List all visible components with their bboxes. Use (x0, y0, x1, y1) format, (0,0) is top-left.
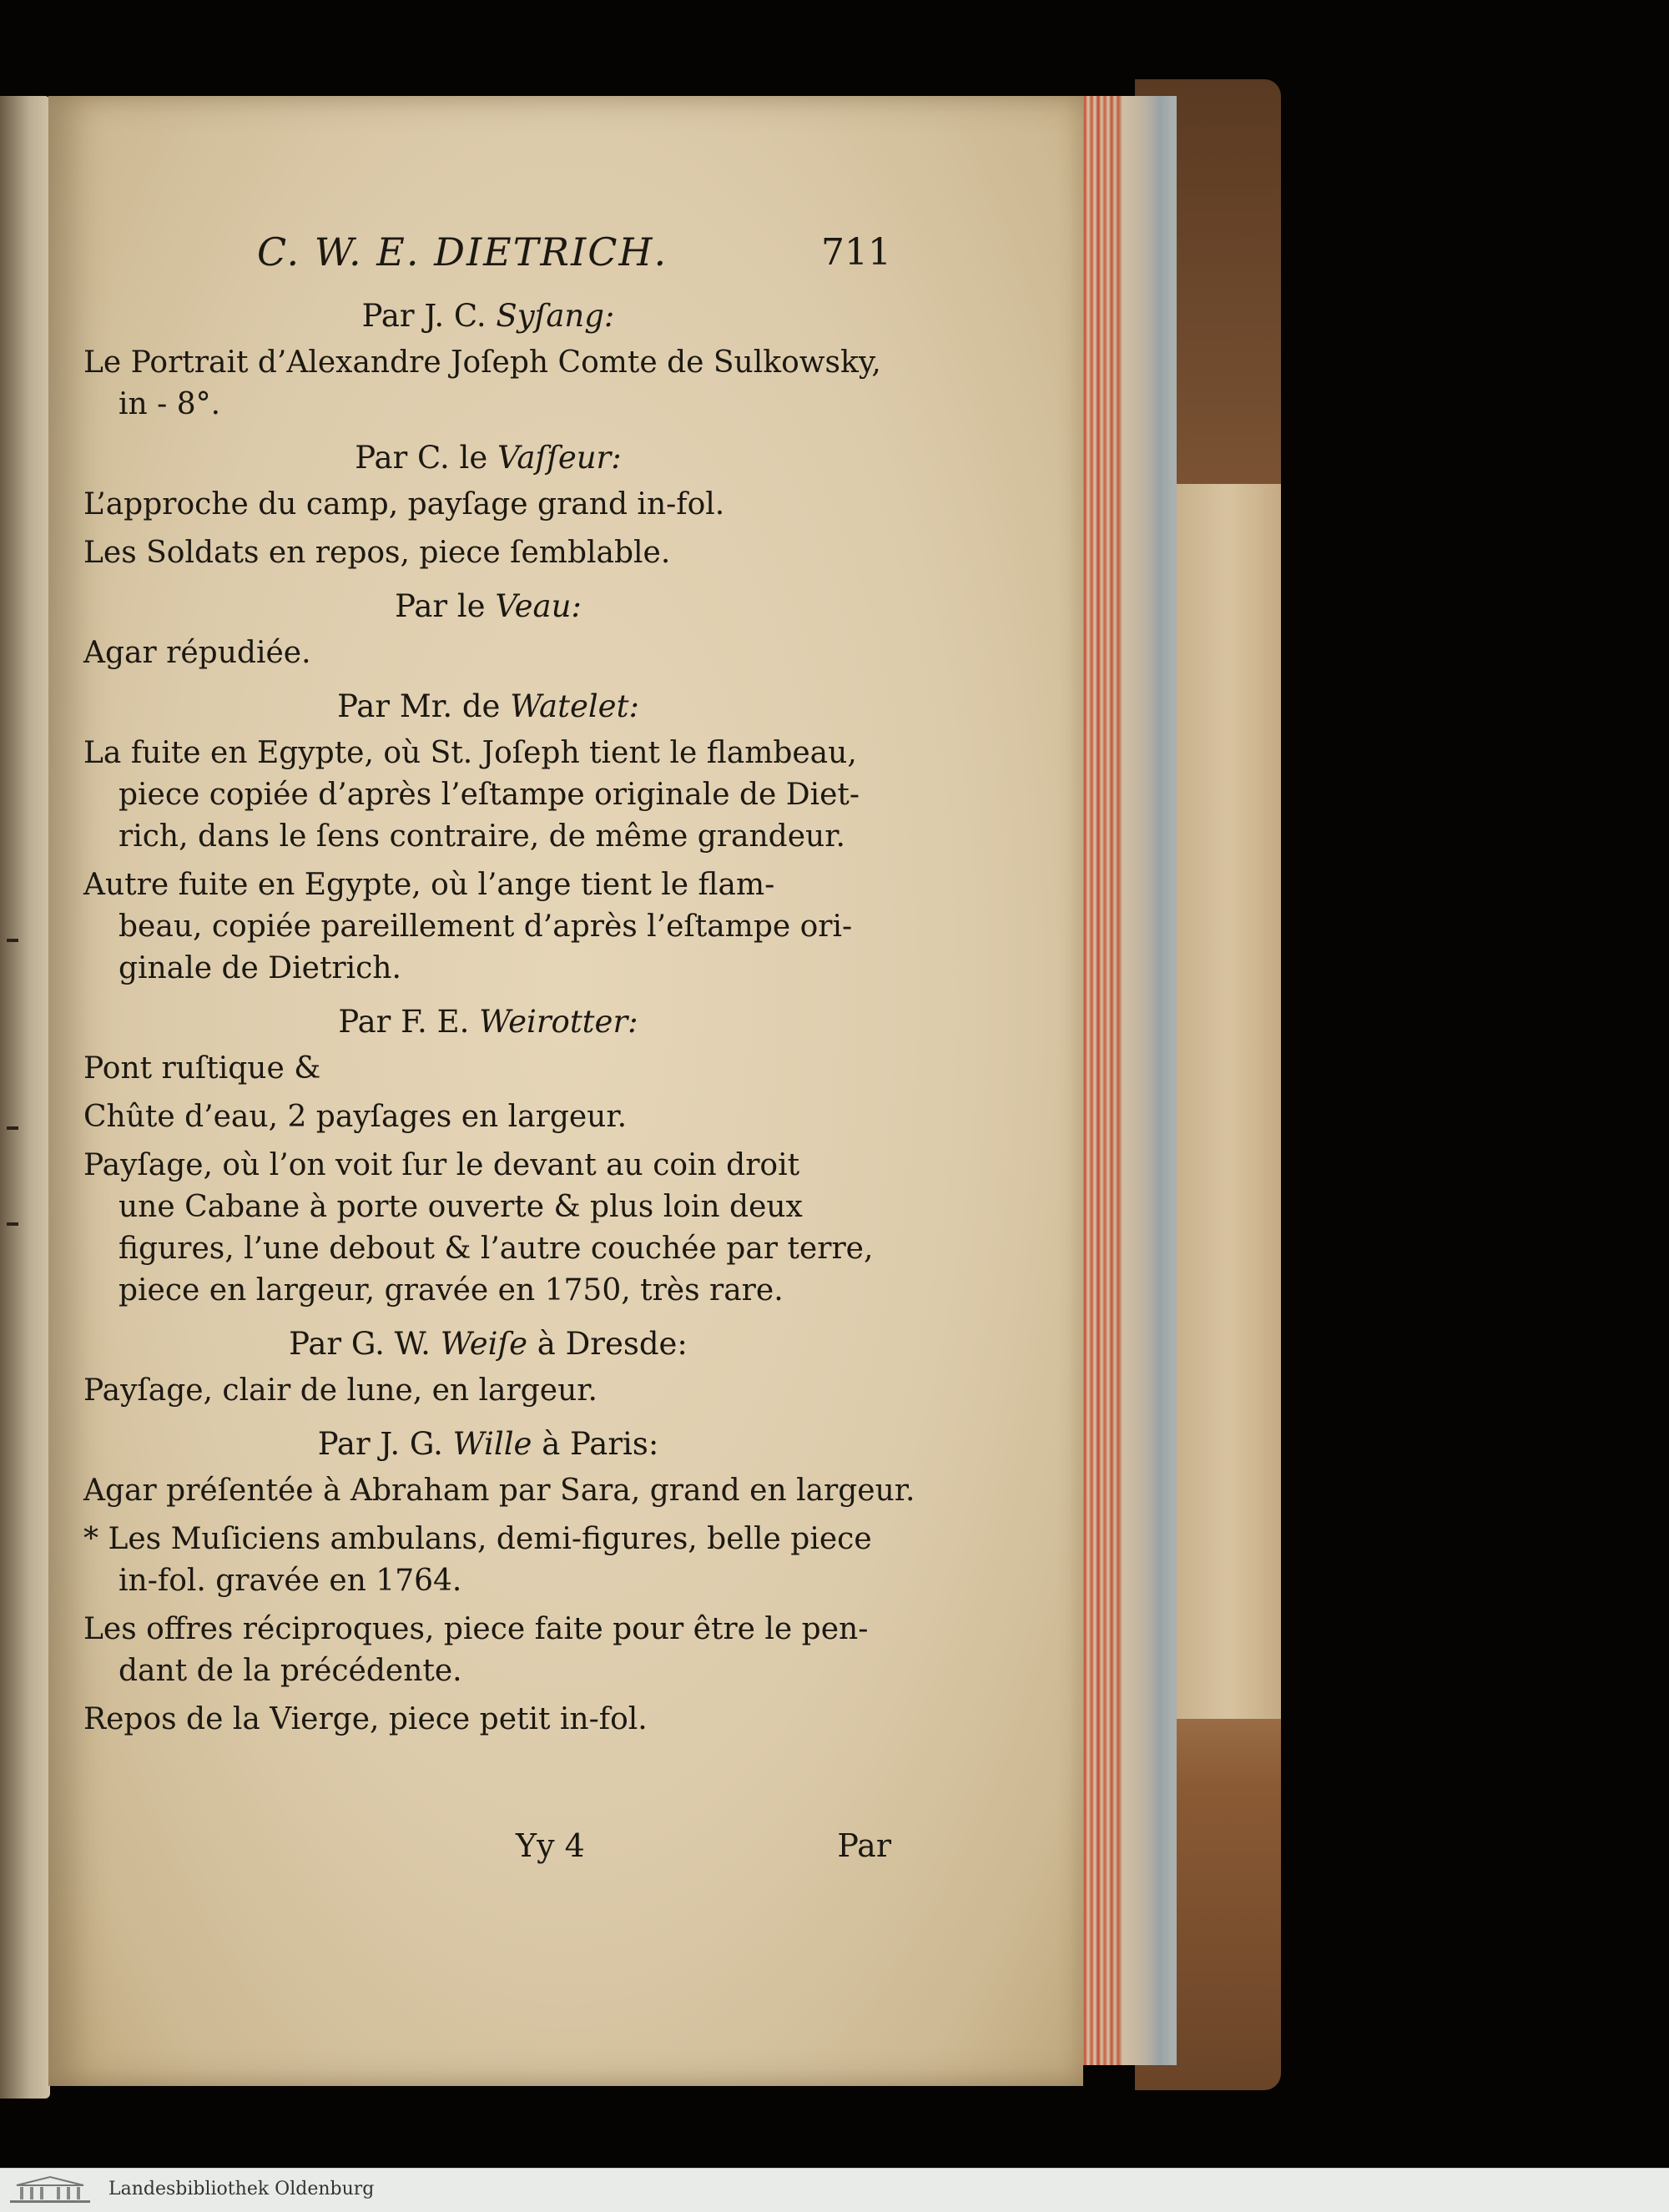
entry-line: Payſage, clair de lune, en largeur. (83, 1373, 598, 1408)
engraver-name: Veau: (495, 588, 582, 624)
section-heading (83, 1323, 893, 1365)
library-name: Landesbibliothek Oldenburg (108, 2179, 375, 2199)
section-heading (83, 1423, 893, 1465)
heading-prefix: Par Mr. de (337, 688, 511, 724)
entry-line: in - 8°. (118, 387, 221, 421)
engraver-name: Vaſſeur: (497, 440, 622, 476)
heading-prefix: Par C. le (355, 440, 498, 476)
catalog-entry (83, 342, 893, 426)
entry-line: rich, dans le ſens contraire, de même grandeur. (118, 819, 845, 854)
catalog-entry (83, 484, 893, 526)
entry-line: figures, l’une debout & l’autre couchée par terre, (118, 1232, 874, 1266)
library-logo-icon (8, 2175, 92, 2205)
catalog-entry (83, 532, 893, 574)
catchword: Par (837, 1827, 891, 1864)
book-cover-endpaper (1177, 484, 1281, 1719)
page-number: 711 (821, 231, 891, 274)
facing-page-edge (0, 96, 50, 2099)
entry-line: Repos de la Vierge, piece petit in-fol. (83, 1702, 648, 1736)
engraver-name: Weirotter: (479, 1004, 638, 1040)
entry-line: * Les Muſiciens ambulans, demi-figures, belle piece (83, 1522, 872, 1556)
entry-line: Agar préſentée à Abraham par Sara, grand en largeur. (83, 1474, 915, 1508)
entry-line: L’approche du camp, payſage grand in-fol. (83, 487, 725, 522)
catalog-entry (83, 1699, 893, 1741)
entry-line: Chûte d’eau, 2 payſages en largeur. (83, 1100, 628, 1134)
catalog-entry (83, 864, 893, 990)
engraver-name: Syſang: (496, 298, 615, 334)
section-heading (83, 586, 893, 627)
entry-line: une Cabane à porte ouverte & plus loin deux (118, 1190, 803, 1224)
section-heading (83, 1001, 893, 1043)
heading-prefix: Par le (395, 588, 496, 624)
entry-line: Payſage, où l’on voit ſur le devant au coin droit (83, 1148, 800, 1182)
entry-line: La fuite en Egypte, où St. Joſeph tient le flambeau, (83, 736, 857, 770)
entry-line: dant de la précédente. (118, 1654, 462, 1688)
page-body (83, 284, 915, 1747)
section-heading (83, 686, 893, 728)
entry-line: Le Portrait d’Alexandre Joſeph Comte de Sulkowsky, (83, 345, 881, 380)
running-head: C. W. E. DIETRICH. (257, 229, 668, 275)
facing-page-mark (7, 939, 18, 942)
heading-prefix: Par F. E. (338, 1004, 480, 1040)
library-footer-bar (0, 2168, 1669, 2212)
catalog-entry (83, 1470, 915, 1512)
catalog-entry (83, 1609, 893, 1692)
entry-line: Agar répudiée. (83, 636, 311, 670)
page-header (257, 229, 891, 280)
catalog-entry (83, 1370, 893, 1412)
entry-line: ginale de Dietrich. (118, 951, 401, 985)
catalog-entry (83, 1048, 893, 1090)
page-edges (1077, 96, 1177, 2065)
entry-line: piece copiée d’après l’eſtampe originale de Diet- (118, 778, 860, 812)
engraver-name: Watelet: (510, 688, 639, 724)
heading-prefix: Par G. W. (289, 1326, 441, 1362)
heading-prefix: Par J. C. (361, 298, 497, 334)
entry-line: Les Soldats en repos, piece ſemblable. (83, 536, 671, 570)
engraver-name: Weiſe (440, 1326, 528, 1362)
entry-line: piece en largeur, gravée en 1750, très rare. (118, 1273, 784, 1308)
catalog-entry (83, 1519, 893, 1602)
catalog-entry (83, 1145, 893, 1312)
catalog-entry (83, 733, 893, 858)
heading-suffix: à Paris: (532, 1426, 659, 1462)
section-heading (83, 295, 893, 337)
engraver-name: Wille (452, 1426, 532, 1462)
signature-mark: Yy 4 (516, 1827, 585, 1864)
facing-page-mark (7, 1222, 18, 1226)
entry-line: Les offres réciproques, piece faite pour être le pen- (83, 1612, 869, 1646)
catalog-entry (83, 632, 893, 674)
book-page (48, 96, 1083, 2086)
facing-page-mark (7, 1126, 18, 1130)
entry-line: Pont ruſtique & (83, 1051, 321, 1086)
heading-suffix: à Dresde: (527, 1326, 688, 1362)
section-heading (83, 437, 893, 479)
catalog-entry (83, 1096, 893, 1138)
entry-line: Autre fuite en Egypte, où l’ange tient le flam- (83, 868, 775, 902)
entry-line: beau, copiée pareillement d’après l’eſtampe ori- (118, 909, 853, 944)
heading-prefix: Par J. G. (317, 1426, 453, 1462)
entry-line: in-fol. gravée en 1764. (118, 1564, 462, 1598)
